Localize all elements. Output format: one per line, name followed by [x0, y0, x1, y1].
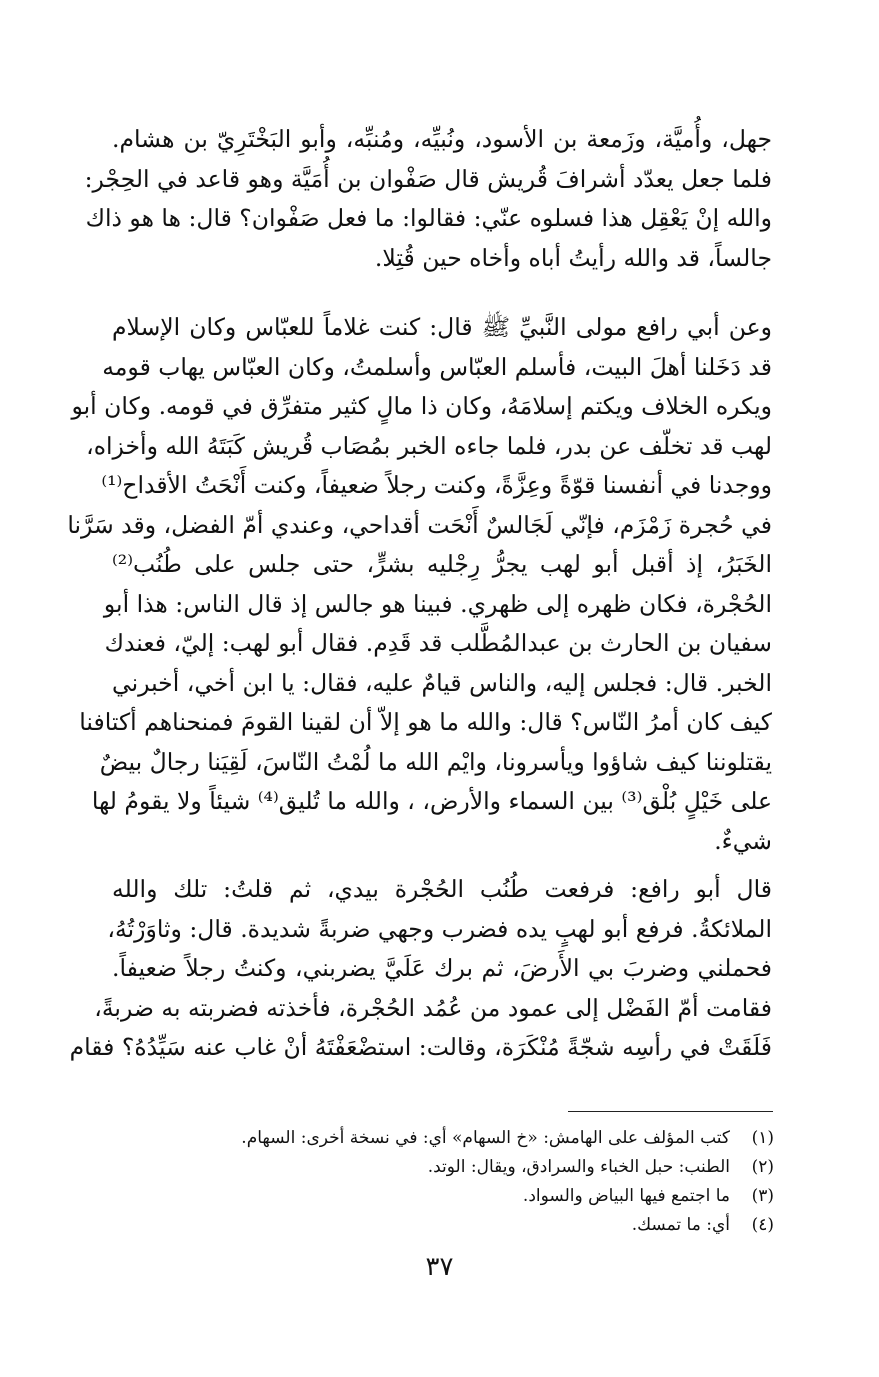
footnote-number: (٤) — [751, 1215, 774, 1235]
footnote-text: كتب المؤلف على الهامش: «خ السهام» أي: في نسخة أخرى: السهام. — [241, 1128, 730, 1148]
text-line: الخَبَرُ، إذ أقبل أبو لهب يجرُّ رِجْليه بشرٍّ، حتى جلس على طُنُب⁽²⁾ — [112, 550, 772, 578]
text-line: فحملني وضربَ بي الأَرضَ، ثم برك عَلَيَّ يضربني، وكنتُ رجلاً ضعيفاً. — [112, 954, 772, 982]
text-line: الخبر. قال: فجلس إليه، والناس قيامٌ عليه، فقال: يا ابن أخي، أخبرني — [112, 668, 772, 697]
text-line: على خَيْلٍ بُلْق⁽³⁾ بين السماء والأرض، ، والله ما تُليق⁽⁴⁾ شيئاً ولا يقومُ لها — [91, 787, 772, 815]
footnote-number: (٣) — [751, 1186, 774, 1206]
footnote-number: (٢) — [751, 1157, 774, 1177]
footnote-text: الطنب: حبل الخباء والسرادق، ويقال: الوتد. — [427, 1157, 730, 1177]
footnote-text: أي: ما تمسك. — [631, 1215, 730, 1235]
footnote-item — [160, 1211, 774, 1240]
text-line: قال أبو رافع: فرفعت طُنُب الحُجْرة بيدي، ثم قلتُ: تلك والله — [112, 875, 772, 903]
text-line: يقتلوننا كيف شاؤوا ويأسرونا، وايْم الله ما لُمْتُ النّاسَ، لَقِيَنا رجالٌ بيضٌ — [99, 747, 772, 776]
text-line: جالساً، قد والله رأيتُ أباه وأخاه حين قُتِلا. — [374, 243, 772, 272]
text-line: لهب قد تخلّف عن بدر، فلما جاءه الخبر بمُصَاب قُريش كَبَتَهُ الله وأخزاه، — [86, 431, 772, 460]
text-line: جهل، وأُميَّة، وزَمعة بن الأسود، ونُبيِّه، ومُنبِّه، وأبو البَخْتَرِيّ بن هشام. — [112, 125, 772, 153]
page-number: ٣٧ — [425, 1252, 454, 1282]
footnote-number: (١) — [751, 1128, 774, 1148]
text-line: الحُجْرة، فكان ظهره إلى ظهري. فبينا هو جالس إذ قال الناس: هذا أبو — [103, 589, 772, 618]
text-line: الملائكةُ. فرفع أبو لهبٍ يده فضرب وجهي ضربةً شديدة. قال: وثاوَرْتُهُ، — [107, 914, 772, 943]
paragraph-1 — [84, 120, 772, 278]
footnotes — [160, 1124, 774, 1240]
paragraph-3 — [69, 870, 772, 1068]
footnote-text: ما اجتمع فيها البياض والسواد. — [522, 1186, 730, 1206]
text-line: والله إنْ يَعْقِل هذا فسلوه عنّي: فقالوا: ما فعل صَفْوان؟ قال: ها هو ذاك — [85, 204, 772, 232]
text-line: كيف كان أمرُ النّاس؟ قال: والله ما هو إلاّ أن لقينا القومَ فمنحناهم أكتافنا — [79, 708, 772, 736]
paragraph-2 — [67, 308, 772, 861]
text-line: وعن أبي رافع مولى النَّبيِّ ﷺ قال: كنت غلاماً للعبّاس وكان الإسلام — [112, 313, 772, 341]
text-line: فَلَقَتْ في رأسِه شجّةً مُنْكَرَة، وقالت: استضْعَفْتَهُ أنْ غاب عنه سَيِّدُهُ؟ فقام — [69, 1033, 772, 1061]
text-line: فقامت أمّ الفَضْل إلى عمود من عُمُد الحُجْرة، فأخذته فضربته به ضربةً، — [94, 993, 772, 1022]
footnote-item — [160, 1153, 774, 1182]
text-line: ويكره الخلاف ويكتم إسلامَهُ، وكان ذا مالٍ كثير متفرِّق في قومه. وكان أبو — [71, 392, 772, 420]
text-line: سفيان بن الحارث بن عبدالمُطَّلب قد قَدِم. فقال أبو لهب: إليّ، فعندك — [104, 629, 772, 657]
footnote-item — [160, 1182, 774, 1211]
text-line: ووجدنا في أنفسنا قوّةً وعِزَّةً، وكنت رجلاً ضعيفاً، وكنت أَنْحَتُ الأقداح⁽¹⁾ — [101, 471, 772, 499]
text-line: فلما جعل يعدّد أشرافَ قُريش قال صَفْوان بن أُمَيَّة وهو قاعد في الحِجْر: — [84, 164, 772, 193]
text-line: قد دَخَلنا أهلَ البيت، فأسلم العبّاس وأسلمتُ، وكان العبّاس يهاب قومه — [102, 352, 772, 381]
footnote-item — [160, 1124, 774, 1153]
text-line: في حُجرة زَمْزَم، فإنّي لَجَالسٌ أَنْحَت أقداحي، وعندي أمّ الفضل، وقد سَرَّنا — [67, 510, 772, 539]
text-line: شيءٌ. — [714, 826, 772, 855]
footnote-divider — [568, 1111, 773, 1112]
